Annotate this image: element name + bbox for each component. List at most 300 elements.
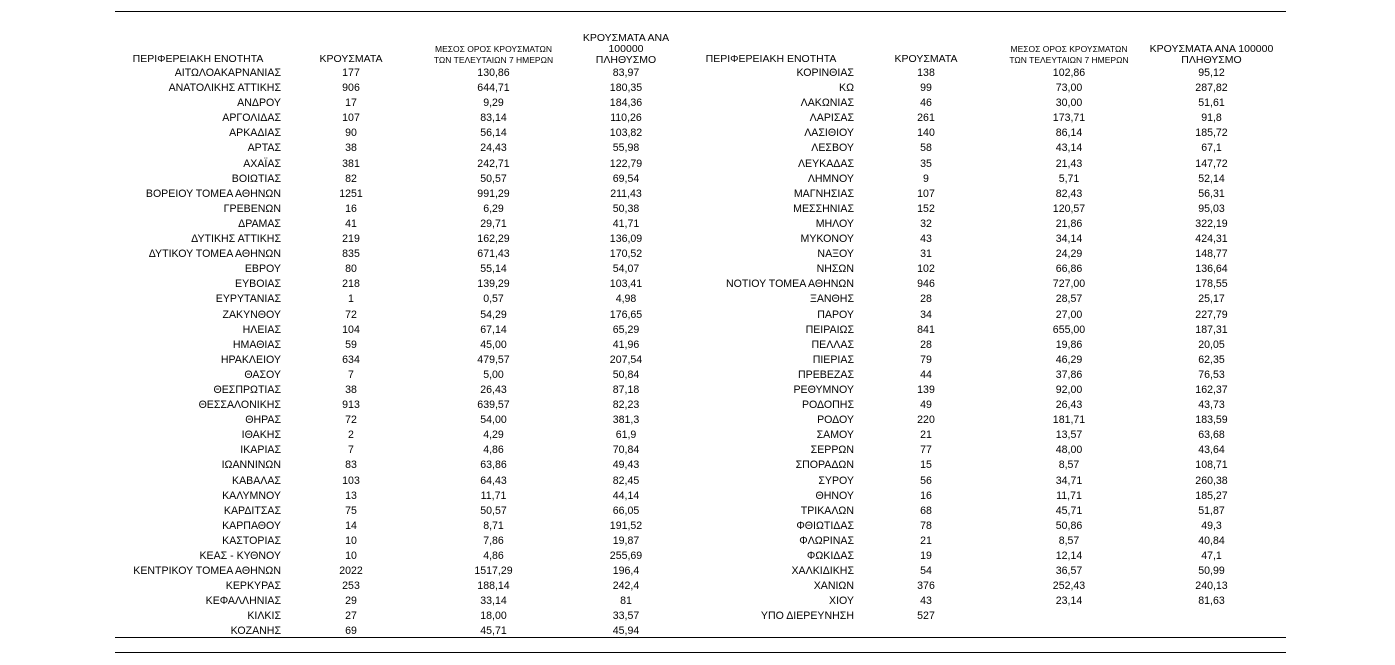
table-row: [688, 81, 1283, 96]
per100k-value: 50,38: [612, 202, 640, 215]
per100k-value: 136,09: [609, 233, 643, 246]
per100k-value: 178,55: [1195, 278, 1228, 291]
cases-value: 138: [917, 67, 935, 79]
table-row: [115, 368, 686, 383]
table-row: [688, 579, 1283, 594]
table-row: [688, 232, 1283, 247]
region-name: ΞΑΝΘΗΣ: [809, 293, 854, 306]
table-row: [115, 428, 686, 443]
table-row: [115, 458, 686, 473]
cases-value: 44: [920, 368, 932, 381]
region-name: ΠΕΙΡΑΙΩΣ: [805, 323, 854, 336]
per100k-value: 49,43: [612, 459, 640, 472]
table-row: [688, 549, 1283, 564]
cases-value: 56: [920, 474, 932, 487]
header-avg-line2: ΤΩΝ ΤΕΛΕΥΤΑΙΩΝ 7 ΗΜΕΡΩΝ: [1009, 55, 1129, 65]
avg-value: 8,71: [483, 519, 504, 532]
per100k-value: 103,41: [609, 278, 643, 291]
cases-value: 152: [917, 202, 935, 215]
region-name: ΣΕΡΡΩΝ: [810, 444, 854, 457]
avg-value: 639,57: [477, 399, 510, 412]
avg-value: 4,86: [483, 550, 504, 562]
per100k-value: 45,94: [612, 625, 640, 638]
per100k-value: 148,77: [1195, 248, 1228, 261]
table-row: [115, 338, 686, 353]
table-row: [688, 594, 1283, 609]
header-per-line1: ΚΡΟΥΣΜΑΤΑ ΑΝΑ 100000: [1149, 43, 1274, 55]
per100k-value: 4,98: [615, 293, 637, 306]
table-row: [115, 383, 686, 398]
avg-value: 54,29: [480, 308, 507, 321]
region-name: ΛΕΣΒΟΥ: [811, 142, 854, 155]
avg-value: 63,86: [480, 459, 507, 472]
cases-value: 103: [342, 474, 360, 487]
table-row: [115, 549, 686, 564]
per100k-value: 20,05: [1198, 338, 1225, 351]
per100k-value: 185,27: [1195, 489, 1228, 502]
header-per100k: [1140, 44, 1283, 66]
avg-value: 139,29: [477, 278, 510, 291]
per100k-value: 136,64: [1195, 263, 1228, 276]
per100k-value: 381,3: [612, 414, 640, 427]
table-row: [115, 489, 686, 504]
avg-value: 4,29: [483, 429, 504, 442]
avg-value: 26,43: [1055, 399, 1083, 412]
header-per-line2: ΠΛΗΘΥΣΜΟ: [1181, 54, 1242, 66]
per100k-value: 41,96: [612, 338, 640, 351]
region-name: ΛΑΡΙΣΑΣ: [809, 112, 854, 125]
avg-value: 28,57: [1055, 293, 1083, 306]
region-name: ΚΑΒΑΛΑΣ: [232, 474, 281, 487]
region-name: ΖΑΚΥΝΘΟΥ: [222, 308, 281, 321]
region-name: ΑΙΤΩΛΟΑΚΑΡΝΑΝΙΑΣ: [174, 67, 281, 79]
region-name: ΑΡΓΟΛΙΔΑΣ: [222, 112, 281, 125]
per100k-value: 61,9: [615, 429, 637, 442]
avg-value: 55,14: [480, 263, 507, 276]
region-name: ΡΕΘΥΜΝΟΥ: [793, 383, 854, 396]
cases-value: 946: [917, 278, 935, 291]
region-name: ΘΕΣΣΑΛΟΝΙΚΗΣ: [198, 399, 281, 412]
table-row: [115, 353, 686, 368]
avg-value: 33,14: [480, 595, 507, 608]
avg-value: 24,43: [480, 142, 507, 155]
avg-value: 19,86: [1055, 338, 1083, 351]
avg-value: 21,43: [1055, 157, 1083, 170]
table-row: [688, 474, 1283, 489]
table-row: [115, 96, 686, 111]
cases-value: 49: [920, 399, 932, 412]
header-cases: ΚΡΟΥΣΜΑΤΑ: [894, 53, 958, 65]
avg-value: 66,86: [1055, 263, 1083, 276]
table-row: [688, 157, 1283, 172]
left-rows: [115, 66, 686, 640]
cases-value: 261: [917, 112, 935, 125]
avg-value: 12,14: [1055, 550, 1083, 562]
avg-value: 73,00: [1055, 82, 1083, 95]
per100k-value: 55,98: [612, 142, 640, 155]
per100k-value: 65,29: [612, 323, 640, 336]
per100k-value: 33,57: [612, 610, 640, 623]
cases-value: 38: [345, 383, 357, 396]
table-row: [115, 504, 686, 519]
cases-value: 77: [920, 444, 932, 457]
cases-value: 219: [342, 233, 360, 246]
region-name: ΝΑΞΟΥ: [817, 248, 854, 261]
per100k-value: 83,97: [612, 67, 640, 79]
table-row: [115, 202, 686, 217]
per100k-value: 207,54: [609, 353, 643, 366]
table-row: [115, 262, 686, 277]
per100k-value: 56,31: [1198, 187, 1225, 200]
avg-value: 479,57: [477, 353, 510, 366]
cases-value: 16: [345, 202, 357, 215]
cases-value: 835: [342, 248, 360, 261]
region-name: ΗΡΑΚΛΕΙΟΥ: [220, 353, 281, 366]
per100k-value: 81,63: [1198, 595, 1225, 608]
table-row: [688, 489, 1283, 504]
region-name: ΣΑΜΟΥ: [816, 429, 854, 442]
cases-value: 43: [920, 595, 932, 608]
table-row: [688, 202, 1283, 217]
table-row: [688, 413, 1283, 428]
table-row: [688, 383, 1283, 398]
per100k-value: 25,17: [1198, 293, 1225, 306]
cases-value: 253: [342, 580, 360, 593]
per100k-value: 66,05: [612, 504, 640, 517]
cases-value: 10: [345, 534, 357, 547]
region-name: ΒΟΙΩΤΙΑΣ: [231, 172, 281, 185]
avg-value: 21,86: [1055, 217, 1083, 230]
per100k-value: 103,82: [609, 127, 643, 140]
table-row: [688, 609, 1283, 624]
per100k-value: 47,1: [1201, 550, 1222, 562]
region-name: ΚΑΡΠΑΘΟΥ: [222, 519, 281, 532]
region-name: ΜΥΚΟΝΟΥ: [800, 233, 854, 246]
region-name: ΦΘΙΩΤΙΔΑΣ: [796, 519, 854, 532]
avg-value: 120,57: [1052, 202, 1086, 215]
cases-value: 38: [345, 142, 357, 155]
region-name: ΛΕΥΚΑΔΑΣ: [797, 157, 854, 170]
per100k-value: 54,07: [612, 263, 640, 276]
table-row: [688, 66, 1283, 81]
per100k-value: 95,12: [1198, 67, 1225, 79]
footer-rule: [115, 652, 1286, 653]
avg-value: 82,43: [1055, 187, 1083, 200]
per100k-value: 191,52: [609, 519, 643, 532]
per100k-value: 170,52: [609, 248, 643, 261]
table-row: [688, 398, 1283, 413]
table-row: [115, 519, 686, 534]
header-per100k: [566, 33, 686, 66]
avg-value: 18,00: [480, 610, 507, 623]
cases-value: 9: [923, 172, 929, 185]
table-row: [688, 247, 1283, 262]
header-avg-line2: ΤΩΝ ΤΕΛΕΥΤΑΙΩΝ 7 ΗΜΕΡΩΝ: [433, 55, 554, 65]
per100k-value: 43,73: [1198, 399, 1225, 412]
avg-value: 991,29: [477, 187, 510, 200]
avg-value: 671,43: [477, 248, 510, 261]
avg-value: 54,00: [480, 414, 507, 427]
cases-value: 220: [917, 414, 935, 427]
region-name: ΕΥΒΟΙΑΣ: [235, 278, 281, 291]
cases-value: 139: [917, 383, 935, 396]
region-name: ΚΑΛΥΜΝΟΥ: [222, 489, 281, 502]
table-row: [115, 187, 686, 202]
region-name: ΑΧΑΪΑΣ: [243, 157, 281, 170]
per100k-value: 108,71: [1195, 459, 1228, 472]
per100k-value: 87,18: [612, 383, 640, 396]
region-name: ΔΥΤΙΚΗΣ ΑΤΤΙΚΗΣ: [191, 233, 281, 246]
per100k-value: 240,13: [1195, 580, 1228, 593]
region-name: ΦΛΩΡΙΝΑΣ: [799, 534, 854, 547]
table-row: [688, 187, 1283, 202]
cases-value: 99: [920, 82, 932, 95]
avg-value: 181,71: [1052, 414, 1086, 427]
cases-value: 83: [345, 459, 357, 472]
region-name: ΝΗΣΩΝ: [816, 263, 854, 276]
per100k-value: 260,38: [1195, 474, 1228, 487]
cases-value: 82: [345, 172, 357, 185]
cases-value: 1251: [339, 187, 363, 200]
bottom-rule: [115, 637, 1286, 638]
avg-value: 11,71: [1056, 489, 1082, 502]
cases-value: 41: [345, 217, 357, 230]
table-row: [688, 141, 1283, 156]
table-row: [688, 519, 1283, 534]
table-row: [115, 111, 686, 126]
table-row: [115, 594, 686, 609]
cases-value: 28: [920, 338, 932, 351]
cases-value: 7: [348, 444, 354, 457]
table-row: [115, 141, 686, 156]
header-per-line1: ΚΡΟΥΣΜΑΤΑ ΑΝΑ 100000: [582, 32, 670, 55]
avg-value: 130,86: [477, 67, 510, 79]
region-name: ΛΗΜΝΟΥ: [807, 172, 854, 185]
region-name: ΧΑΛΚΙΔΙΚΗΣ: [791, 565, 854, 578]
avg-value: 655,00: [1052, 323, 1086, 336]
region-name: ΤΡΙΚΑΛΩΝ: [800, 504, 854, 517]
header-avg: [998, 44, 1140, 66]
table-row: [115, 172, 686, 187]
cases-value: 54: [920, 565, 932, 578]
region-name: ΚΕΑΣ - ΚΥΘΝΟΥ: [199, 550, 281, 562]
table-row: [115, 217, 686, 232]
region-name: ΙΩΑΝΝΙΝΩΝ: [221, 459, 281, 472]
per100k-value: 211,43: [610, 187, 642, 200]
avg-value: 8,57: [1058, 534, 1080, 547]
avg-value: 50,57: [480, 172, 507, 185]
avg-value: 48,00: [1055, 444, 1083, 457]
table-row: [688, 368, 1283, 383]
per100k-value: 322,19: [1195, 217, 1228, 230]
region-name: ΠΑΡΟΥ: [817, 308, 854, 321]
per100k-value: 185,72: [1195, 127, 1228, 140]
avg-value: 86,14: [1055, 127, 1083, 140]
region-name: ΚΟΡΙΝΘΙΑΣ: [796, 67, 854, 79]
cases-value: 28: [920, 293, 932, 306]
table-row: [115, 609, 686, 624]
cases-value: 2022: [339, 565, 363, 578]
cases-value: 27: [345, 610, 357, 623]
table-row: [115, 413, 686, 428]
table-row: [688, 534, 1283, 549]
per100k-value: 69,54: [612, 172, 640, 185]
cases-value: 15: [920, 459, 932, 472]
table-row: [115, 292, 686, 307]
table-row: [688, 323, 1283, 338]
header-avg-line1: ΜΕΣΟΣ ΟΡΟΣ ΚΡΟΥΣΜΑΤΩΝ: [1010, 44, 1128, 54]
cases-value: 79: [920, 353, 932, 366]
avg-value: 36,57: [1055, 565, 1083, 578]
region-name: ΚΕΝΤΡΙΚΟΥ ΤΟΜΕΑ ΑΘΗΝΩΝ: [133, 565, 281, 578]
per100k-value: 184,36: [609, 97, 643, 110]
avg-value: 5,00: [483, 368, 504, 381]
cases-value: 69: [345, 625, 357, 638]
table-row: [115, 126, 686, 141]
per100k-value: 63,68: [1198, 429, 1225, 442]
table-row: [688, 458, 1283, 473]
table-row: [688, 262, 1283, 277]
region-name: ΑΝΔΡΟΥ: [237, 97, 281, 110]
cases-value: 78: [920, 519, 932, 532]
per100k-value: 81: [620, 595, 632, 608]
left-header-row: [115, 32, 686, 66]
cases-value: 31: [920, 248, 932, 261]
avg-value: 45,71: [480, 625, 507, 638]
avg-value: [998, 609, 1140, 624]
region-name: ΕΒΡΟΥ: [244, 263, 281, 276]
cases-value: 46: [920, 97, 932, 110]
cases-value: 634: [342, 353, 360, 366]
region-name: ΥΠΟ ΔΙΕΡΕΥΝΗΣΗ: [760, 610, 854, 623]
left-table: [115, 32, 686, 640]
avg-value: 23,14: [1055, 595, 1083, 608]
region-name: ΔΡΑΜΑΣ: [238, 217, 281, 230]
per100k-value: 147,72: [1195, 157, 1228, 170]
cases-value: 10: [345, 550, 357, 562]
per100k-value: [1140, 609, 1283, 624]
cases-value: 107: [342, 112, 360, 125]
table-row: [115, 308, 686, 323]
header-avg: [421, 44, 566, 66]
table-row: [115, 277, 686, 292]
table-row: [115, 232, 686, 247]
cases-value: 107: [917, 187, 935, 200]
region-name: ΜΕΣΣΗΝΙΑΣ: [793, 202, 854, 215]
per100k-value: 51,87: [1198, 504, 1225, 517]
cases-value: 104: [342, 323, 360, 336]
top-rule: [115, 11, 1286, 12]
per100k-value: 50,84: [612, 368, 640, 381]
cases-value: 75: [345, 504, 357, 517]
avg-value: 24,29: [1055, 248, 1083, 261]
region-name: ΗΜΑΘΙΑΣ: [232, 338, 281, 351]
right-rows: [688, 66, 1283, 624]
cases-value: 68: [920, 504, 932, 517]
table-row: [115, 564, 686, 579]
region-name: ΙΚΑΡΙΑΣ: [240, 444, 281, 457]
per100k-value: 176,65: [609, 308, 643, 321]
avg-value: 102,86: [1052, 67, 1086, 79]
avg-value: 8,57: [1058, 459, 1080, 472]
region-name: ΛΑΣΙΘΙΟΥ: [804, 127, 854, 140]
avg-value: 56,14: [480, 127, 507, 140]
table-row: [115, 579, 686, 594]
avg-value: 64,43: [480, 474, 507, 487]
per100k-value: 49,3: [1201, 519, 1222, 532]
avg-value: 13,57: [1055, 429, 1083, 442]
table-row: [688, 443, 1283, 458]
table-row: [688, 564, 1283, 579]
avg-value: 83,14: [480, 112, 507, 125]
avg-value: 29,71: [480, 217, 507, 230]
avg-value: 188,14: [477, 580, 510, 593]
region-name: ΘΗΝΟΥ: [815, 489, 854, 502]
region-name: ΓΡΕΒΕΝΩΝ: [223, 202, 281, 215]
header-per-line2: ΠΛΗΘΥΣΜΟ: [595, 54, 657, 66]
region-name: ΚΟΖΑΝΗΣ: [230, 625, 281, 638]
avg-value: 5,71: [1058, 172, 1080, 185]
region-name: ΠΡΕΒΕΖΑΣ: [798, 368, 854, 381]
cases-value: 7: [348, 368, 354, 381]
per100k-value: 187,31: [1195, 323, 1228, 336]
per100k-value: 19,87: [612, 534, 640, 547]
cases-value: 35: [920, 157, 932, 170]
avg-value: 11,71: [480, 489, 507, 502]
region-name: ΚΑΡΔΙΤΣΑΣ: [223, 504, 281, 517]
per100k-value: 180,35: [609, 82, 643, 95]
cases-value: 72: [345, 414, 357, 427]
per100k-value: 40,84: [1198, 534, 1225, 547]
region-name: ΙΘΑΚΗΣ: [241, 429, 281, 442]
avg-value: 6,29: [483, 202, 504, 215]
region-name: ΜΑΓΝΗΣΙΑΣ: [793, 187, 854, 200]
avg-value: 252,43: [1052, 580, 1086, 593]
per100k-value: 287,82: [1195, 82, 1228, 95]
region-name: ΧΑΝΙΩΝ: [813, 580, 854, 593]
avg-value: 34,71: [1055, 474, 1083, 487]
cases-value: 102: [917, 263, 935, 276]
per100k-value: 44,14: [612, 489, 640, 502]
cases-value: 381: [342, 157, 360, 170]
region-name: ΗΛΕΙΑΣ: [242, 323, 281, 336]
per100k-value: 110,26: [610, 112, 642, 125]
region-name: ΣΠΟΡΑΔΩΝ: [795, 459, 854, 472]
avg-value: 45,00: [480, 338, 507, 351]
region-name: ΦΩΚΙΔΑΣ: [806, 550, 854, 562]
region-name: ΡΟΔΟΥ: [817, 414, 854, 427]
per100k-value: 227,79: [1195, 308, 1228, 321]
per100k-value: 70,84: [612, 444, 640, 457]
cases-value: 21: [920, 429, 932, 442]
cases-value: 177: [342, 67, 360, 79]
per100k-value: 82,23: [612, 399, 640, 412]
region-name: ΡΟΔΟΠΗΣ: [801, 399, 854, 412]
region-name: ΘΑΣΟΥ: [244, 368, 281, 381]
table-row: [688, 172, 1283, 187]
table-row: [688, 308, 1283, 323]
cases-value: 59: [345, 338, 357, 351]
cases-value: 140: [917, 127, 935, 140]
avg-value: 26,43: [480, 383, 507, 396]
cases-value: 19: [920, 550, 932, 562]
per100k-value: 183,59: [1195, 414, 1228, 427]
region-name: ΜΗΛΟΥ: [815, 217, 854, 230]
table-row: [688, 277, 1283, 292]
cases-value: 376: [917, 580, 935, 593]
per100k-value: 43,64: [1198, 444, 1225, 457]
avg-value: 1517,29: [474, 565, 513, 578]
